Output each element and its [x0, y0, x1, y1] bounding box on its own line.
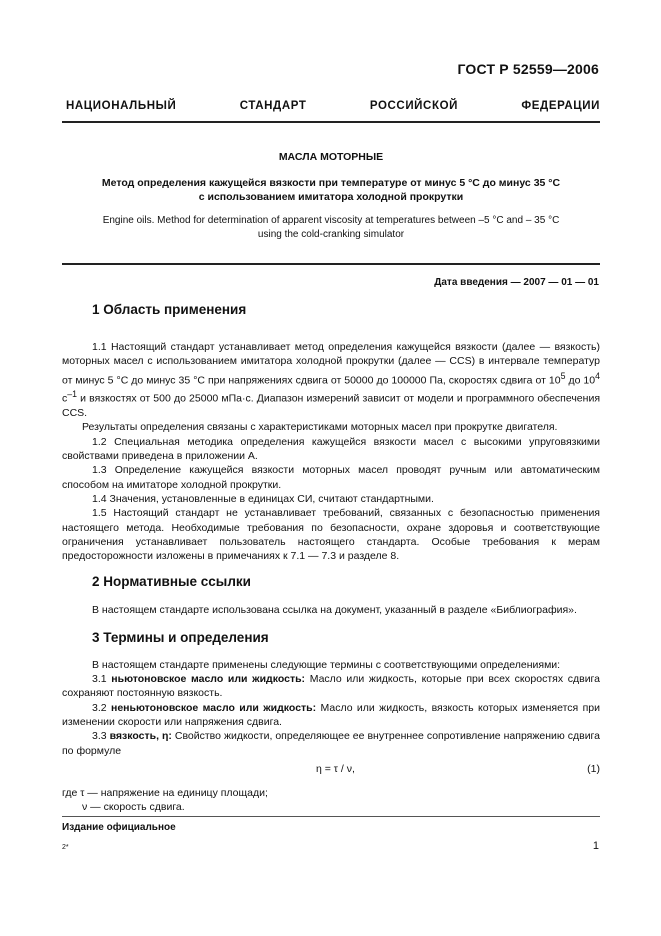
- document-code: ГОСТ Р 52559—2006: [457, 61, 599, 77]
- paragraph-3-intro: В настоящем стандарте применены следующие термины с соответствующими определениями:: [92, 658, 561, 671]
- paragraph-1-3: 1.3 Определение кажущейся вязкости моторных масел проводят ручным или автоматическим способом на имитаторе холодной прокрутки.: [62, 464, 600, 491]
- formula-number: (1): [587, 762, 600, 775]
- header-divider: [62, 121, 600, 123]
- section-1-heading: 1 Область применения: [92, 302, 247, 317]
- term-3-2: 3.2 неньютоновское масло или жидкость: Масло или жидкость, вязкость которых изменяется при изменении скорости или напряжения сдвига.: [62, 701, 600, 728]
- section-3-heading: 3 Термины и определения: [92, 629, 269, 645]
- paragraph-2: В настоящем стандарте использована ссылка на документ, указанный в разделе «Библиография».: [92, 604, 577, 617]
- formula-expression: η = τ / ν,: [316, 762, 355, 775]
- paragraph-1-2: 1.2 Специальная методика определения кажущейся вязкости масел с высокими упруговязкими свойствами приведена в приложении А.: [62, 435, 600, 463]
- subtitle-line-2: с использованием имитатора холодной прокрутки: [198, 191, 464, 203]
- document-subtitle: [62, 176, 600, 204]
- document-title: МАСЛА МОТОРНЫЕ: [278, 151, 384, 163]
- paragraph-1-1: 1.1 Настоящий стандарт устанавливает метод определения кажущейся вязкости (далее — вязкость) моторных масел с использованием имитатора холодной прокрутки (далее — CCS) в интервале температур от минус 5 °С до минус 35 °С при напряжениях сдвига от 50000 до 100000 Па, скоростях сдвига от $10^5$ до $10^4$ $с^{-1}$ и вязкостях от 500 до 25000 мПа·с. Диапазон измерений зависит от модели и программного обеспечения CCS.: [62, 341, 600, 420]
- where-nu: ν — скорость сдвига.: [82, 801, 185, 814]
- document-body: [62, 301, 600, 814]
- official-edition-label: Издание официальное: [62, 822, 176, 833]
- footer-divider: [62, 816, 600, 817]
- title-divider: [62, 263, 600, 265]
- national-standard-title: НАЦИОНАЛЬНЫЙ СТАНДАРТ РОССИЙСКОЙ ФЕДЕРАЦИИ: [66, 100, 600, 112]
- introduction-date: Дата введения — 2007 — 01 — 01: [434, 277, 599, 288]
- formula-1: [62, 758, 600, 786]
- english-title-line-2: using the cold-cranking simulator: [257, 229, 405, 240]
- term-3-3: 3.3 вязкость, η: Свойство жидкости, определяющее ее внутреннее сопротивление напряжению сдвига по формуле: [62, 730, 600, 757]
- english-title: [62, 214, 600, 242]
- english-title-line-1: Engine oils. Method for determination of apparent viscosity at temperatures between –5 °C and – 35 °C: [102, 215, 560, 226]
- subtitle-line-1: Метод определения кажущейся вязкости при температуре от минус 5 °С до минус 35 °С: [101, 177, 561, 189]
- term-3-1: 3.1 ньютоновское масло или жидкость: Масло или жидкость, которые при всех скоростях сдвига сохраняют постоянную вязкость.: [62, 673, 600, 700]
- page-number: 1: [592, 840, 599, 852]
- where-tau: где τ — напряжение на единицу площади;: [62, 786, 268, 799]
- paragraph-1-5: 1.5 Настоящий стандарт не устанавливает требований, связанных с безопасностью применения настоящего метода. Необходимые требования по безопасности, охране здоровья и соответствующие ограничения устанавливает пользователь настоящего стандарта. Особые требования к мерам предосторожности изложены в примечаниях к 7.1 — 7.3 и разделе 8.: [62, 507, 600, 563]
- paragraph-results: Результаты определения связаны с характеристиками моторных масел при прокрутке двигателя.: [82, 421, 558, 434]
- sheet-mark: 2*: [62, 844, 69, 851]
- paragraph-1-4: 1.4 Значения, установленные в единицах СИ, считают стандартными.: [92, 492, 434, 505]
- section-2-heading: 2 Нормативные ссылки: [92, 574, 251, 590]
